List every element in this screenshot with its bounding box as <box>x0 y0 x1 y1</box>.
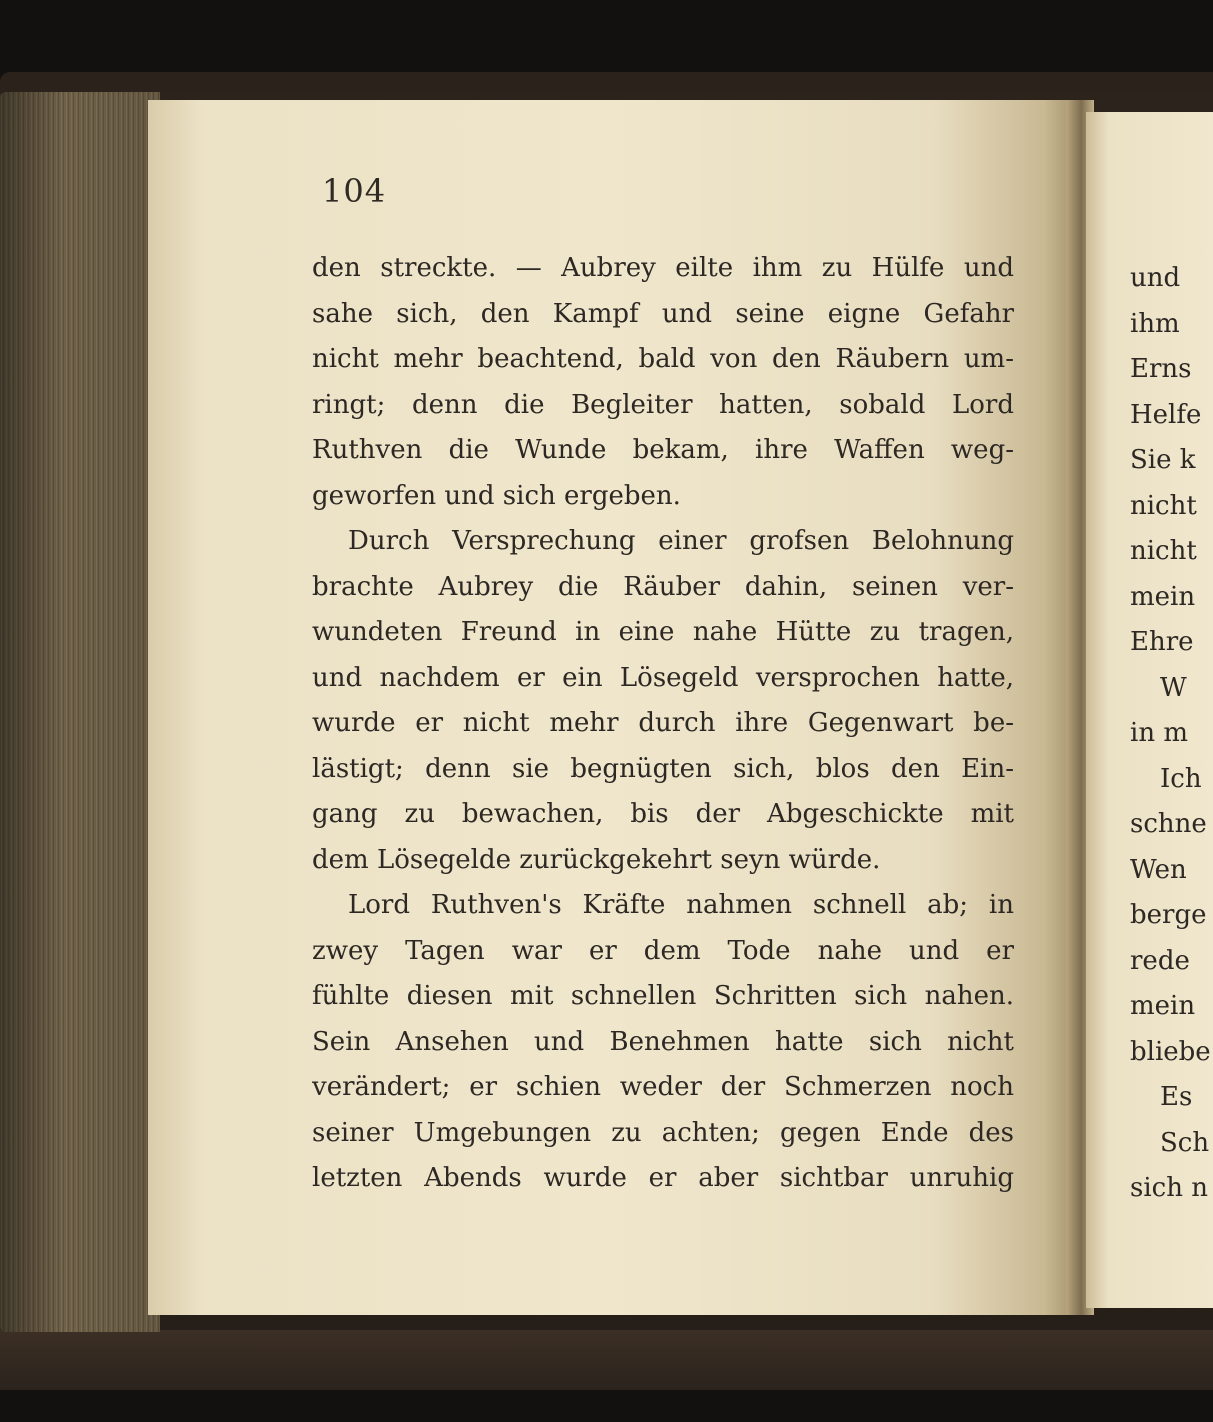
text-line: schne <box>1130 809 1207 839</box>
text-line: geworfen und sich ergeben. <box>312 480 681 511</box>
text-line: sahe sich, den Kampf und seine eigne Gefahr <box>312 298 1014 329</box>
text-line: in m <box>1130 718 1188 748</box>
text-line: und <box>1130 263 1181 293</box>
text-line: W <box>1160 672 1187 703</box>
text-line: gang zu bewachen, bis der Abgeschickte mit <box>312 799 1014 829</box>
page-stack-shadow <box>0 92 160 1332</box>
text-line: berge <box>1130 900 1207 930</box>
cover-bottom-edge <box>0 1330 1213 1390</box>
text-line: mein <box>1130 581 1196 612</box>
text-line: rede <box>1130 945 1190 976</box>
text-line: seiner Umgebungen zu achten; gegen Ende des <box>312 1117 1014 1148</box>
text-line: Ehre <box>1130 627 1194 657</box>
text-line: wundeten Freund in eine nahe Hütte zu tragen, <box>312 617 1014 647</box>
text-line: nicht <box>1130 490 1197 521</box>
text-line: fühlte diesen mit schnellen Schritten sich nahen. <box>312 981 1014 1011</box>
text-line: den streckte. — Aubrey eilte ihm zu Hülfe und <box>312 253 1014 283</box>
text-line: Es <box>1160 1082 1193 1112</box>
text-line: verändert; er schien weder der Schmerzen noch <box>312 1072 1014 1102</box>
text-line: und nachdem er ein Lösegeld versprochen hatte, <box>312 662 1014 693</box>
text-line: nicht mehr beachtend, bald von den Räubern um- <box>312 344 1014 374</box>
text-line: nicht <box>1130 536 1197 566</box>
text-line: Ruthven die Wunde bekam, ihre Waffen weg- <box>312 435 1014 465</box>
text-line: Erns <box>1130 354 1192 384</box>
left-page-text <box>312 246 1014 1202</box>
page-number: 104 <box>322 172 387 210</box>
text-line: letzten Abends wurde er aber sichtbar unruhig <box>312 1163 1014 1193</box>
text-line: sich n <box>1130 1173 1208 1203</box>
text-line: Wen <box>1130 854 1187 885</box>
text-line: Ich <box>1160 763 1202 794</box>
text-line: zwey Tagen war er dem Tode nahe und er <box>312 935 1014 966</box>
text-line: Durch Versprechung einer grofsen Belohnung <box>348 526 1014 556</box>
text-line: lästigt; denn sie begnügten sich, blos den Ein- <box>312 753 1014 784</box>
text-line: wurde er nicht mehr durch ihre Gegenwart be- <box>312 708 1014 738</box>
text-line: dem Lösegelde zurückgekehrt seyn würde. <box>312 844 881 875</box>
text-line: brachte Aubrey die Räuber dahin, seinen ver- <box>312 571 1014 602</box>
text-line: mein <box>1130 991 1196 1021</box>
text-line: ringt; denn die Begleiter hatten, sobald Lord <box>312 389 1014 420</box>
right-page-text <box>1130 256 1213 1212</box>
text-line: ihm <box>1130 308 1180 339</box>
text-line: Sch <box>1160 1127 1210 1158</box>
text-line: bliebe <box>1130 1036 1211 1067</box>
text-line: Sie k <box>1130 445 1196 475</box>
text-line: Sein Ansehen und Benehmen hatte sich nicht <box>312 1026 1014 1057</box>
text-line: Lord Ruthven's Kräfte nahmen schnell ab; in <box>348 890 1014 920</box>
text-line: Helfe <box>1130 399 1202 430</box>
